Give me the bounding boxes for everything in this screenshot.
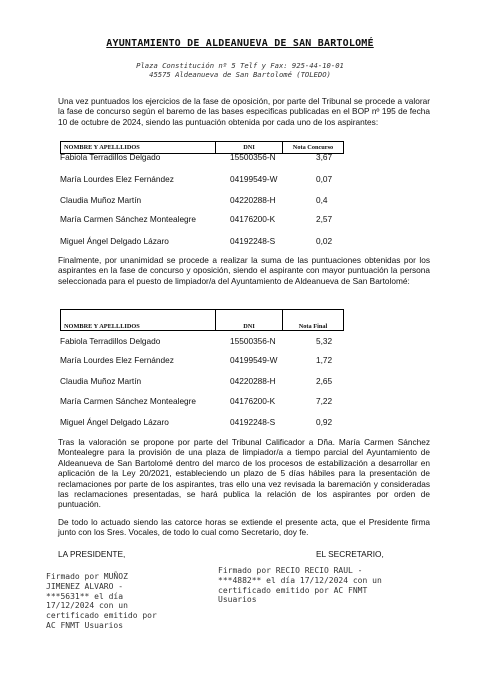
middle-paragraph: Finalmente, por unanimidad se procede a realizar la suma de las puntuaciones obtenidas por los aspirantes en la fase de concurso y oposición, siendo el aspirante con mayor puntuación la persona seleccionada para el puesto de limpiador/a del Ayuntamiento de Aldeanueva de San Bartolomé:	[58, 255, 430, 286]
table2-cell-score: 5,32	[316, 336, 333, 346]
stamp-line: certificado emitido por	[46, 611, 157, 621]
closing-paragraph: De todo lo actuado siendo las catorce horas se extiende el presente acta, que el Presidente firma junto con los Sres. Vocales, de todo lo cual como Secretario, doy fe.	[58, 517, 430, 538]
table2-cell-name: Fabiola Terradillos Delgado	[60, 336, 161, 346]
president-signature-stamp	[46, 572, 157, 631]
table2-cell-dni: 15500356-N	[230, 336, 276, 346]
table1-cell-score: 0,02	[316, 236, 333, 246]
stamp-line: 17/12/2024 con un	[46, 601, 128, 611]
stamp-line: Firmado por RECIO RECIO RAUL -	[218, 566, 363, 575]
table1-cell-dni: 04176200-K	[230, 214, 276, 224]
table2-cell-score: 7,22	[316, 396, 333, 406]
table2-cell-name: María Carmen Sánchez Montealegre	[60, 396, 197, 406]
table2-cell-score: 0,92	[316, 417, 333, 427]
table1-col-score: Nota Concurso	[283, 142, 344, 154]
document-title: AYUNTAMIENTO DE ALDEANUEVA DE SAN BARTOLOMÉ	[106, 38, 374, 49]
table2-col-name: NOMBRE Y APELLLIDOS	[61, 310, 216, 331]
stamp-line: ***4882** el día 17/12/2024 con un	[218, 575, 382, 585]
table1-cell-score: 2,57	[316, 214, 333, 224]
intro-paragraph: Una vez puntuados los ejercicios de la fase de oposición, por parte del Tribunal se procede a valorar la fase de concurso según el baremo de las bases especificas publicadas en el BOP nº 195 de fecha 10 de octubre de 2024, siendo las puntuación obtenida por cada uno de los aspirantes:	[58, 96, 430, 127]
table2-cell-dni: 04192248-S	[230, 417, 276, 427]
table1-cell-score: 3,67	[316, 152, 333, 162]
table1-cell-score: 0,07	[316, 174, 333, 184]
stamp-line: JIMENEZ ALVARO -	[46, 581, 124, 591]
stamp-line: AC FNMT Usuarios	[46, 620, 124, 630]
table1-cell-name: Claudia Muñoz Martín	[60, 195, 142, 205]
table2-cell-name: Miguel Ángel Delgado Lázaro	[60, 417, 169, 427]
table2-cell-score: 2,65	[316, 376, 333, 386]
table1-cell-dni: 04199549-W	[230, 174, 278, 184]
table1-col-dni: DNI	[216, 142, 283, 154]
table2-cell-dni: 04199549-W	[230, 355, 278, 365]
table2-cell-score: 1,72	[316, 355, 333, 365]
table1-cell-name: María Carmen Sánchez Montealegre	[60, 214, 197, 224]
table2-cell-name: María Lourdes Elez Fernández	[60, 355, 174, 365]
secretary-label: EL SECRETARIO,	[316, 549, 384, 559]
valuation-paragraph: Tras la valoración se propone por parte del Tribunal Calificador a Dña. María Carmen Sánchez Montealegre para la provisión de una plaza de limpiador/a a tiempo parcial del Ayuntamiento de Aldeanueva de San Bartolomé dentro del marco de los procesos de estabilización a desarrollar en aplicación de la Ley 20/2021, estableciendo un plazo de 5 días hábiles para la presentación de reclamaciones por parte de los aspirantes, tras ello una vez revisada la baremación y consideradas las reclamaciones presentadas, se hará publica la relación de los aspirantes por orden de puntuación.	[58, 437, 430, 510]
table2-cell-name: Claudia Muñoz Martín	[60, 376, 142, 386]
table1-cell-dni: 15500356-N	[230, 152, 276, 162]
president-label: LA PRESIDENTE,	[58, 549, 126, 559]
address-line-2: 45575 Aldeanueva de San Bartolomé (TOLEDO)	[149, 70, 331, 79]
table1-cell-dni: 04220288-H	[230, 195, 276, 205]
table2-header	[60, 309, 344, 331]
table2-col-dni: DNI	[216, 310, 283, 331]
address-line-1: Plaza Constitución nº 5 Telf y Fax: 925-44-10-01	[136, 61, 344, 70]
table1-cell-score: 0,4	[316, 195, 328, 205]
table2-col-score: Nota Final	[283, 310, 344, 331]
table1-cell-name: Fabiola Terradillos Delgado	[60, 152, 161, 162]
table2-cell-dni: 04176200-K	[230, 396, 276, 406]
table1-cell-name: Miguel Ángel Delgado Lázaro	[60, 236, 169, 246]
stamp-line: Firmado por MUÑOZ	[46, 572, 128, 581]
stamp-line: certificado emitido por AC FNMT	[218, 585, 368, 595]
stamp-line: ***5631** el día	[46, 591, 124, 601]
table1-cell-dni: 04192248-S	[230, 236, 276, 246]
secretary-signature-stamp	[218, 566, 382, 605]
table2-cell-dni: 04220288-H	[230, 376, 276, 386]
table1-col-name: NOMBRE Y APELLLIDOS	[61, 142, 216, 154]
table1-cell-name: María Lourdes Elez Fernández	[60, 174, 174, 184]
stamp-line: Usuarios	[218, 595, 257, 605]
